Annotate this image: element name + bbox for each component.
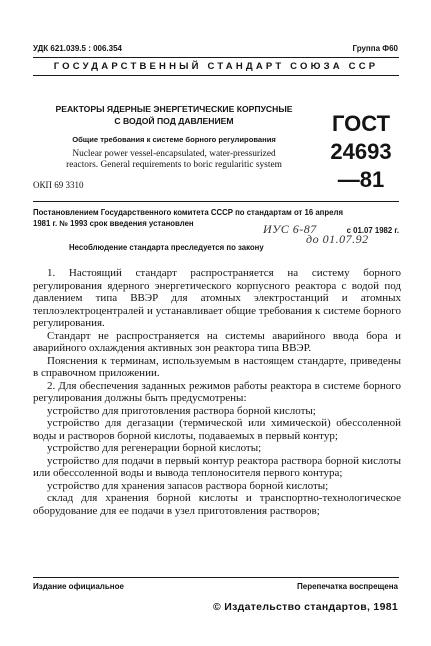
english-title-line-1: Nuclear power vessel-encapsulated, water-pressurized xyxy=(72,149,276,159)
english-title xyxy=(33,149,315,171)
footer-rule xyxy=(33,577,399,578)
document-subtitle: Общие требования к системе борного регулирования xyxy=(72,135,276,144)
handwritten-extension: до 01.07.92 xyxy=(306,232,369,246)
okp-code: ОКП 69 3310 xyxy=(33,180,84,190)
list-item: устройство для хранения запасов раствора борной кислоты; xyxy=(47,479,329,492)
scope-exclusion: Стандарт не распространяется на системы аварийного ввода бора и аварийного охлаждения активных зон реактора типа ВВЭР. xyxy=(33,329,401,354)
standard-body xyxy=(33,267,401,517)
english-title-line-2: reactors. General requirements to boric regularitic system xyxy=(66,160,282,170)
decree-line-2: 1981 г. № 1993 срок введения установлен xyxy=(33,219,194,228)
group-code: Группа Ф60 xyxy=(352,44,398,53)
list-item: склад для хранения борной кислоты и транспортно-технологическое оборудование для ее подачи в узел приготовления растворов; xyxy=(33,492,401,517)
official-edition: Издание официальное xyxy=(33,582,124,591)
nonobservance-note: Несоблюдение стандарта преследуется по закону xyxy=(69,243,264,252)
list-item: устройство для приготовления раствора борной кислоты; xyxy=(47,404,316,417)
clause-1: 1. Настоящий стандарт распространяется на систему борного регулирования ядерного энергетического корпусного реактора с водой под давлением типа ВВЭР для атомных электростанций и атомных теплоэлектроцентралей и устанавливает общие требования к системе борного регулирования. xyxy=(33,267,401,329)
copyright: © Издательство стандартов, 1981 xyxy=(213,601,398,613)
document-title xyxy=(33,103,315,127)
udk-code: УДК 621.039.5 : 006.354 xyxy=(33,44,122,53)
effective-date: с 01.07 1982 г. xyxy=(346,226,399,235)
gost-designation xyxy=(322,110,400,194)
decree-line-1: Постановлением Государственного комитета СССР по стандартам от 16 апреля xyxy=(33,208,343,217)
handwritten-amendment: ИУС 6-87 xyxy=(263,222,317,236)
list-item: устройство для регенерации борной кислоты; xyxy=(47,442,262,454)
gost-number: 24693—81 xyxy=(330,139,392,192)
clause-2: 2. Для обеспечения заданных режимов работы реактора в системе борного регулирования должны быть предусмотрены: xyxy=(33,379,401,404)
list-item: устройство для подачи в первый контур реактора раствора борной кислоты или обессоленной воды и вывода теплоносителя первого контура; xyxy=(33,454,401,479)
banner-rule xyxy=(33,75,399,76)
list-item: устройство для дегазации (термической или химической) обессоленной воды и растворов борной кислоты, подаваемых в первый контур; xyxy=(33,417,401,442)
terms-note: Пояснения к терминам, используемым в настоящем стандарте, приведены в справочном приложении. xyxy=(33,354,401,379)
state-standard-banner: ГОСУДАРСТВЕННЫЙ СТАНДАРТ СОЮЗА ССР xyxy=(53,61,379,72)
top-rule xyxy=(33,57,399,58)
reprint-notice: Перепечатка воспрещена xyxy=(297,582,398,591)
title-line-2: С ВОДОЙ ПОД ДАВЛЕНИЕМ xyxy=(114,116,234,126)
gost-label: ГОСТ xyxy=(331,111,391,136)
title-line-1: РЕАКТОРЫ ЯДЕРНЫЕ ЭНЕРГЕТИЧЕСКИЕ КОРПУСНЫЕ xyxy=(55,104,293,114)
decree-rule xyxy=(33,201,399,202)
